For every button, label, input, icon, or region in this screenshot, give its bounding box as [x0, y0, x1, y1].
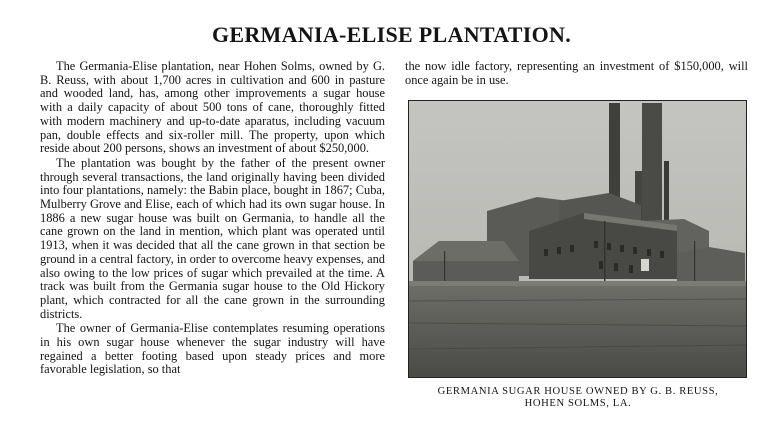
- caption-line-2: HOHEN SOLMS, LA.: [524, 398, 632, 409]
- sugar-house-photo: [408, 100, 747, 378]
- caption-line-1: GERMANIA SUGAR HOUSE OWNED BY G. B. REUSS,: [437, 386, 719, 397]
- paragraph-3: The owner of Germania-Elise contemplates resuming operations in his own sugar house whenever the sugar industry will have regained a better footing based upon steady prices and more favorable legislation, so that: [40, 321, 385, 377]
- paragraph-1: The Germania-Elise plantation, near Hohen Solms, owned by G. B. Reuss, with about 1,700 acres in cultivation and 600 in pasture and wooded land, has, among other improvements a sugar house with a daily capacity of about 500 tons of cane, thoroughly fitted with modern machinery and up-to-date aparatus, including vacuum pan, double effects and six-roller mill. The property, upon which reside about 200 persons, shows an investment of about $250,000.: [40, 59, 385, 156]
- paragraph-continuation: the now idle factory, representing an investment of $150,000, will once again be in use.: [405, 59, 748, 87]
- paragraph-2: The plantation was bought by the father of the present owner through several transactions, the land originally having been divided into four plantations, namely: the Babin place, bought in 1867; Cuba, Mulberry Grove and Elise, each of which had its own sugar house. In 1886 a new sugar house was built on Germania, to handle all the cane grown on the land in mention, which plant was operated until 1913, when it was decided that all the cane grown in that section be ground in a central factory, in order to overcome heavy expenses, and also owing to the low prices of sugar which prevailed at the time. A track was built from the Germania sugar house to the Old Hickory plant, which contracted for all the cane grown in the surrounding districts.: [40, 155, 385, 321]
- article-body-left-column: [40, 60, 385, 378]
- photo-caption: [398, 386, 758, 410]
- article-title: GERMANIA-ELISE PLANTATION.: [211, 22, 572, 47]
